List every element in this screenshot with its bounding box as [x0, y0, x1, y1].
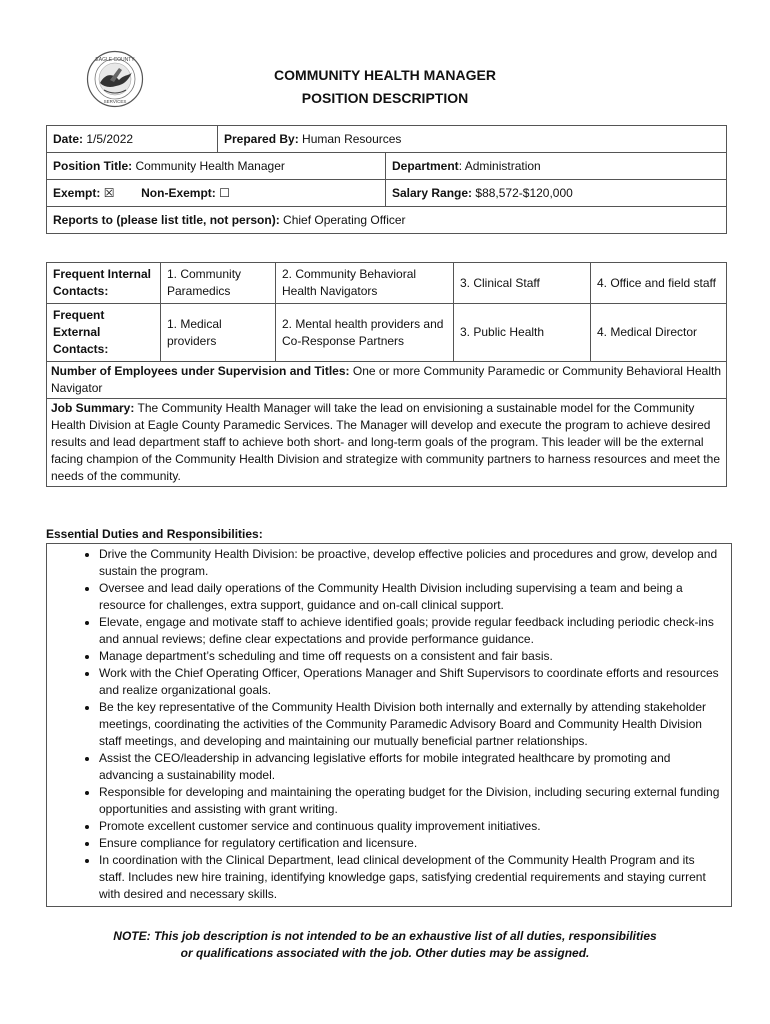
internal-contact: 3. Clinical Staff [454, 263, 591, 304]
duty-item: • Assist the CEO/leadership in advancing legislative efforts for mobile integrated healthcare by promoting and advancing a sustainability model. [99, 750, 721, 784]
external-contact: 4. Medical Director [591, 304, 727, 362]
prepared-by-cell: Prepared By: Human Resources [218, 126, 727, 153]
duty-item: • Work with the Chief Operating Officer, Operations Manager and Shift Supervisors to coordinate efforts and resources and realize organizational goals. [99, 665, 721, 699]
duty-item: • Be the key representative of the Community Health Division both internally and externally by attending stakeholder meetings, coordinating the activities of the Community Paramedic Advisory Board and Community Health Division staff meetings, and developing and maintaining our mutually beneficial partner relationships. [99, 699, 721, 750]
position-header-table [46, 125, 727, 234]
duty-item: • Promote excellent customer service and continuous quality improvement initiatives. [99, 818, 721, 835]
svg-text:EAGLE COUNTY: EAGLE COUNTY [95, 57, 135, 63]
disclaimer-note: NOTE: This job description is not intended to be an exhaustive list of all duties, responsibilities or qualifications associated with the job. Other duties may be assigned. [113, 929, 657, 960]
reports-to-cell: Reports to (please list title, not person): Chief Operating Officer [47, 207, 727, 234]
internal-contacts-label: Frequent Internal Contacts: [47, 263, 161, 304]
job-summary-cell: Job Summary: The Community Health Manager will take the lead on envisioning a sustainable model for the Community Health Division at Eagle County Paramedic Services. The Manager will develop and execute the program to achieve desired results and lead department staff to achieve both short- and long-term goals of the program. This leader will be the external facing champion of the Community Health Division and strategize with community partners to harness resources and meet the needs of the community. [47, 399, 727, 487]
contacts-table [46, 262, 727, 487]
date-cell: Date: 1/5/2022 [47, 126, 218, 153]
internal-contact: 1. Community Paramedics [161, 263, 276, 304]
position-title-cell: Position Title: Community Health Manager [47, 153, 386, 180]
internal-contact: 2. Community Behavioral Health Navigators [276, 263, 454, 304]
employees-supervised-cell: Number of Employees under Supervision and Titles: One or more Community Paramedic or Community Behavioral Health Navigator [47, 362, 727, 399]
duty-item: • In coordination with the Clinical Department, lead clinical development of the Community Health Program and its staff. Includes new hire training, identifying knowledge gaps, satisfying credential requirements and staying current with desired and necessary skills. [99, 852, 721, 903]
salary-range-cell: Salary Range: $88,572-$120,000 [386, 180, 727, 207]
duties-box [46, 543, 732, 907]
department-cell: Department: Administration [386, 153, 727, 180]
external-contacts-label: Frequent External Contacts: [47, 304, 161, 362]
duty-item: • Ensure compliance for regulatory certification and licensure. [99, 835, 721, 852]
page-subtitle: POSITION DESCRIPTION [301, 90, 469, 106]
page-title: COMMUNITY HEALTH MANAGER [274, 67, 496, 83]
exempt-status-cell: Exempt: ☒ Non-Exempt: ☐ [47, 180, 386, 207]
duties-heading: Essential Duties and Responsibilities: [46, 527, 263, 541]
exempt-checkbox[interactable]: ☒ [103, 185, 115, 200]
svg-text:SERVICES: SERVICES [103, 99, 127, 104]
external-contact: 1. Medical providers [161, 304, 276, 362]
duty-item: • Oversee and lead daily operations of the Community Health Division including supervising a team and being a resource for challenges, extra support, guidance and on-call clinical support. [99, 580, 721, 614]
internal-contact: 4. Office and field staff [591, 263, 727, 304]
duty-item: • Drive the Community Health Division: be proactive, develop effective policies and procedures and grow, develop and sustain the program. [99, 546, 721, 580]
duty-item: • Elevate, engage and motivate staff to achieve identified goals; provide regular feedback including periodic check-ins and annual reviews; define clear expectations and provide performance guidance. [99, 614, 721, 648]
duties-list [47, 544, 731, 903]
external-contact: 2. Mental health providers and Co-Response Partners [276, 304, 454, 362]
non-exempt-checkbox[interactable]: ☐ [219, 185, 230, 200]
external-contact: 3. Public Health [454, 304, 591, 362]
duty-item: • Responsible for developing and maintaining the operating budget for the Division, including securing external funding opportunities and assisting with grant writing. [99, 784, 721, 818]
duty-item: • Manage department’s scheduling and time off requests on a consistent and fair basis. [99, 648, 721, 665]
